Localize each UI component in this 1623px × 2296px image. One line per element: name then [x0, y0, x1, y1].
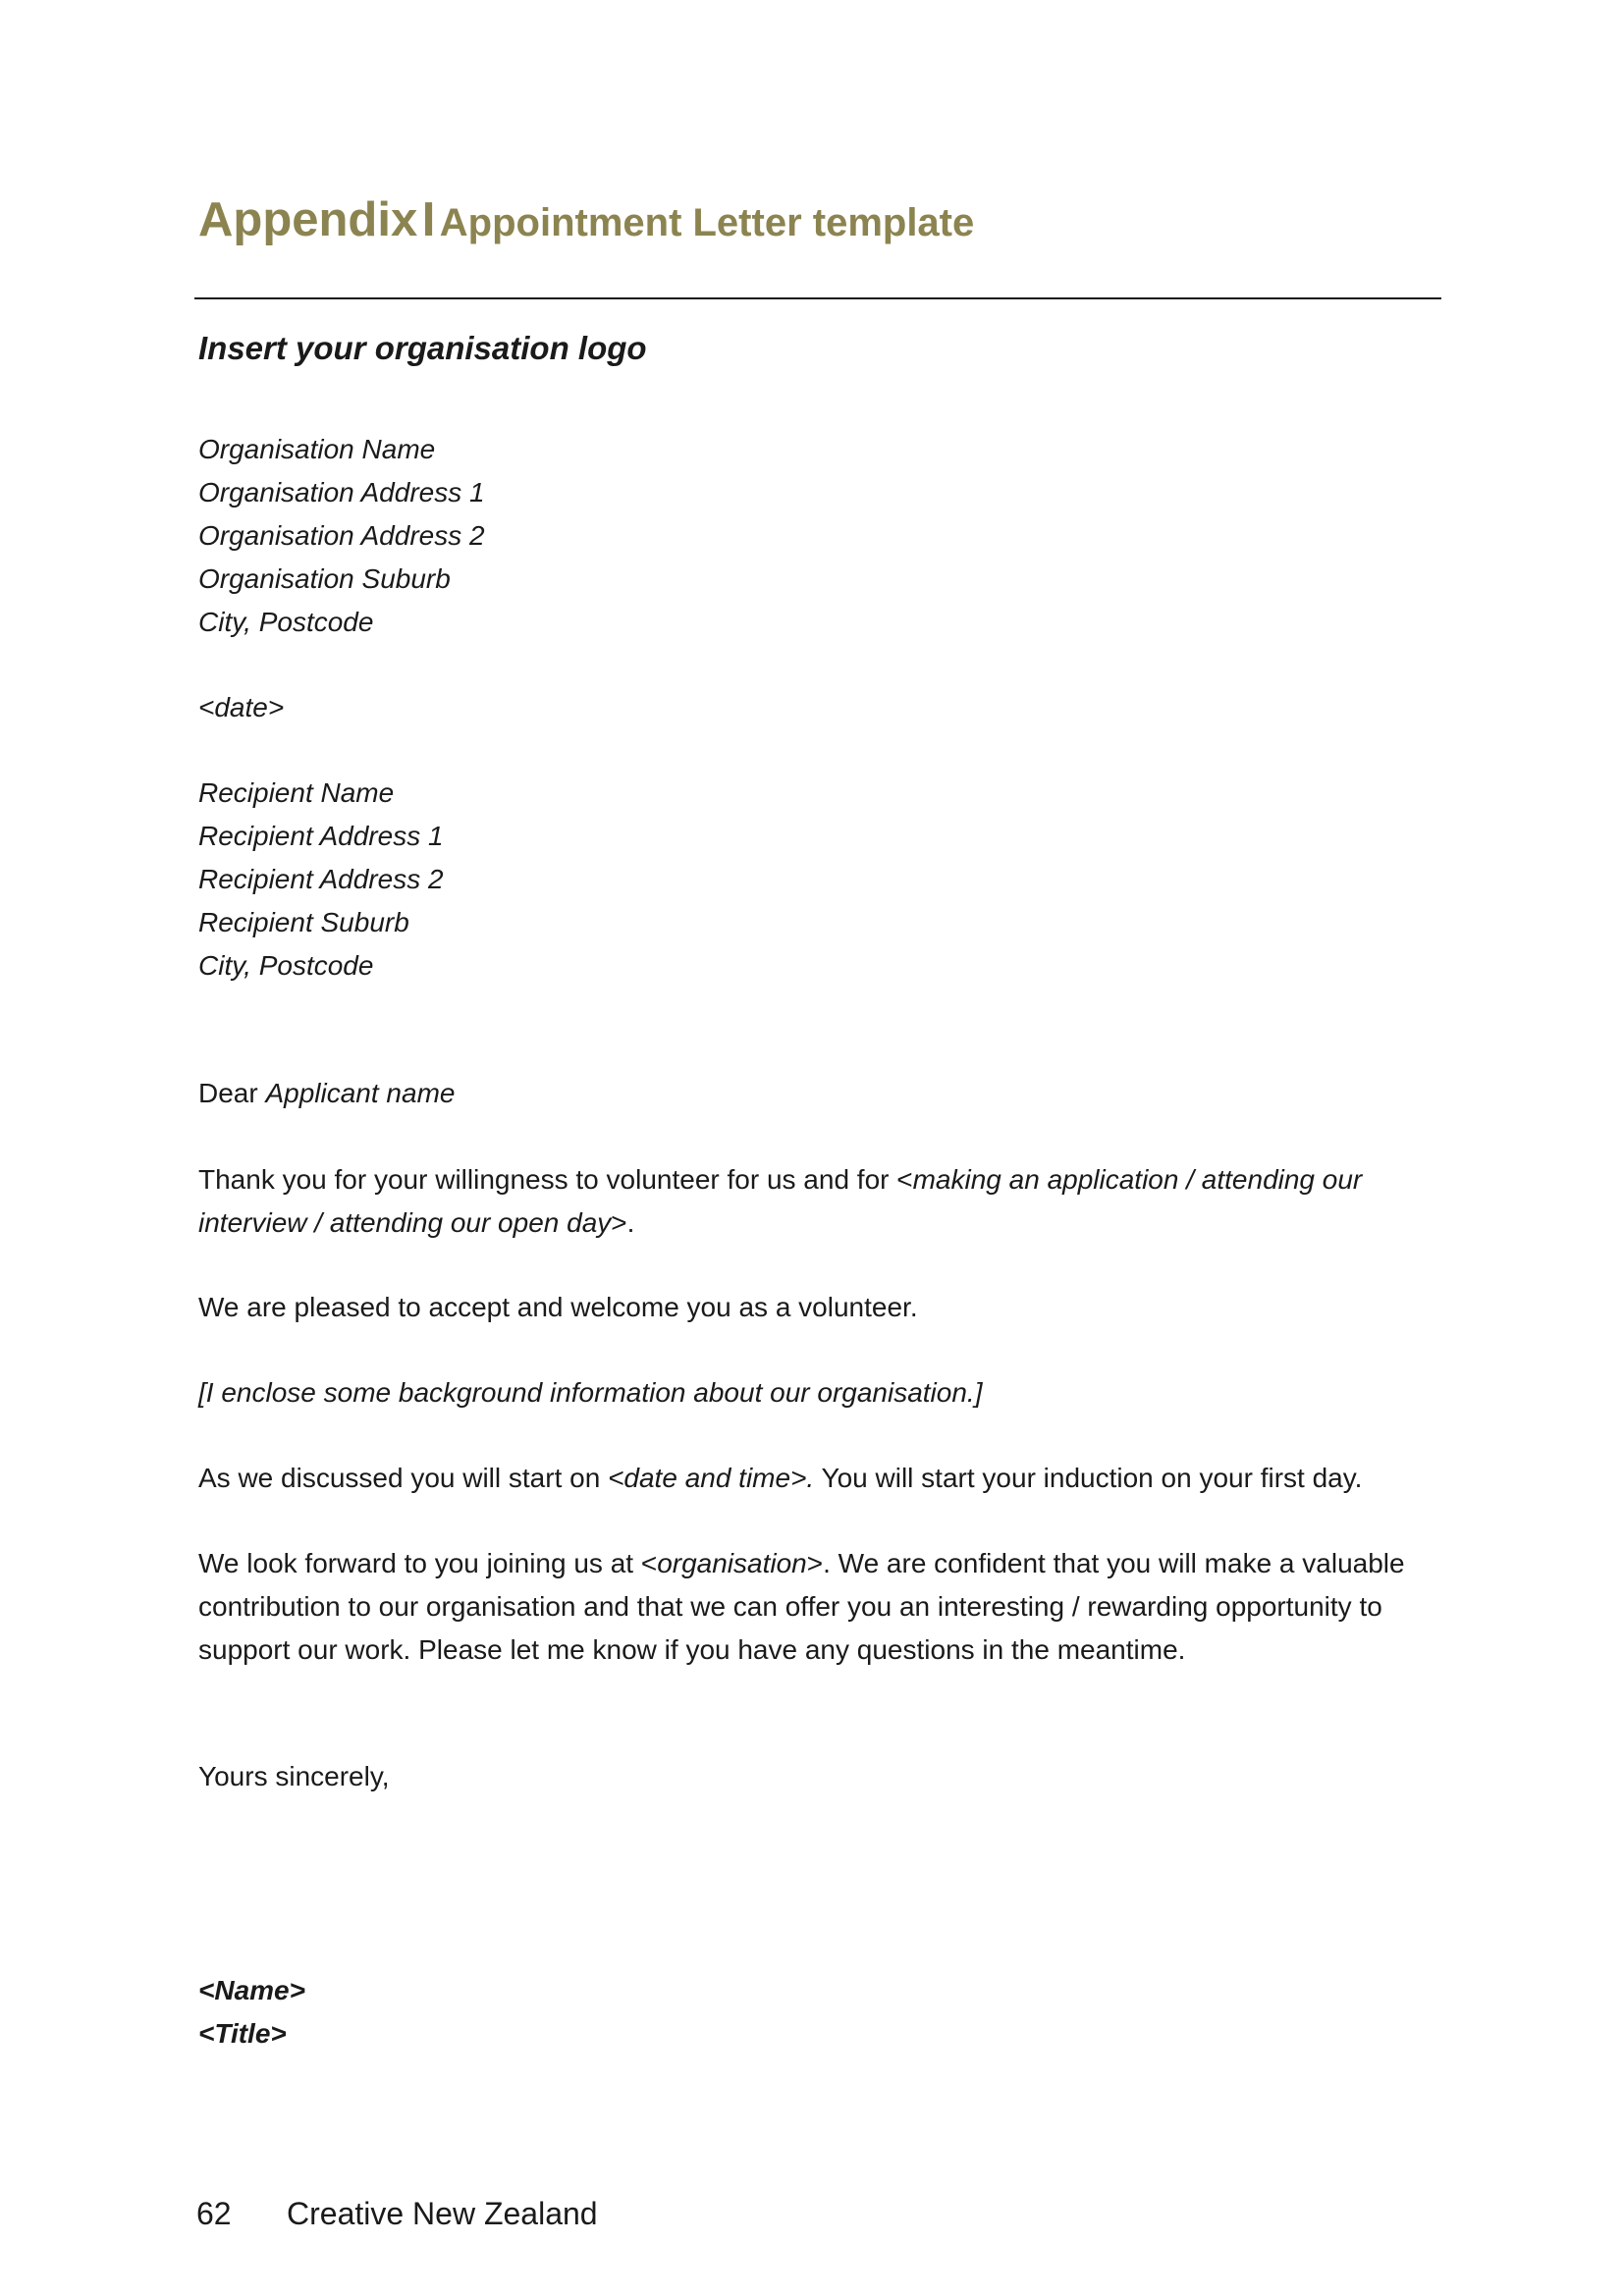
para5-italic-org: organisation: [657, 1548, 807, 1578]
recipient-address-2: Recipient Address 2: [198, 864, 444, 894]
page-footer: [196, 2196, 598, 2232]
signature-title: <Title>: [198, 2018, 287, 2049]
para5-line-3: support our work. Please let me know if you have any questions in the meantime.: [198, 1634, 1186, 1665]
para4-text-start: As we discussed you will start on: [198, 1463, 609, 1493]
sender-city: City, Postcode: [198, 607, 374, 637]
date-placeholder: <date>: [198, 692, 285, 722]
paragraph-start-date: [198, 1457, 1362, 1500]
para3-text: [I enclose some background information about our organisation.]: [198, 1377, 983, 1408]
sender-address-1: Organisation Address 1: [198, 477, 485, 507]
letter-date: [198, 686, 284, 729]
recipient-address-1: Recipient Address 1: [198, 821, 444, 851]
signature-block: [198, 1969, 305, 2056]
paragraph-welcome: [198, 1286, 918, 1329]
footer-publisher: Creative New Zealand: [287, 2196, 598, 2231]
title-appendix: Appendix: [198, 193, 418, 246]
salutation: [198, 1072, 455, 1115]
para5-line-2: contribution to our organisation and that we can offer you an interesting / rewarding opportunity to: [198, 1591, 1382, 1622]
para1-italic-options: making an application / attending our: [912, 1164, 1363, 1195]
closing: [198, 1755, 390, 1798]
recipient-suburb: Recipient Suburb: [198, 907, 409, 937]
sender-address-2: Organisation Address 2: [198, 520, 485, 551]
paragraph-enclosure: [198, 1371, 982, 1415]
paragraph-thank-you: [198, 1158, 1362, 1245]
para1-text-end: >.: [611, 1207, 635, 1238]
page-title: [198, 192, 974, 247]
title-divider: [194, 297, 1441, 299]
para5-text-start: We look forward to you joining us at <: [198, 1548, 658, 1578]
title-appendix-letter: I: [421, 193, 436, 246]
salutation-name: Applicant name: [265, 1078, 456, 1108]
para4-italic-date: <date and time>.: [608, 1463, 815, 1493]
recipient-name: Recipient Name: [198, 777, 395, 808]
title-text: Appointment Letter template: [439, 201, 975, 244]
sender-address: [198, 428, 485, 644]
para4-text-end: You will start your induction on your first day.: [814, 1463, 1363, 1493]
closing-text: Yours sincerely,: [198, 1761, 390, 1791]
salutation-dear: Dear: [198, 1078, 266, 1108]
recipient-address: [198, 772, 444, 988]
sender-name: Organisation Name: [198, 434, 436, 464]
para1-text-start: Thank you for your willingness to volunteer for us and for <: [198, 1164, 913, 1195]
sender-suburb: Organisation Suburb: [198, 563, 451, 594]
para1-italic-options-cont: interview / attending our open day: [198, 1207, 612, 1238]
page-number: 62: [196, 2196, 232, 2231]
recipient-city: City, Postcode: [198, 950, 374, 981]
signature-name: <Name>: [198, 1975, 305, 2005]
para5-text-end: >. We are confident that you will make a valuable: [806, 1548, 1405, 1578]
para2-text: We are pleased to accept and welcome you as a volunteer.: [198, 1292, 918, 1322]
logo-placeholder: Insert your organisation logo: [198, 330, 647, 366]
paragraph-look-forward: [198, 1542, 1405, 1672]
